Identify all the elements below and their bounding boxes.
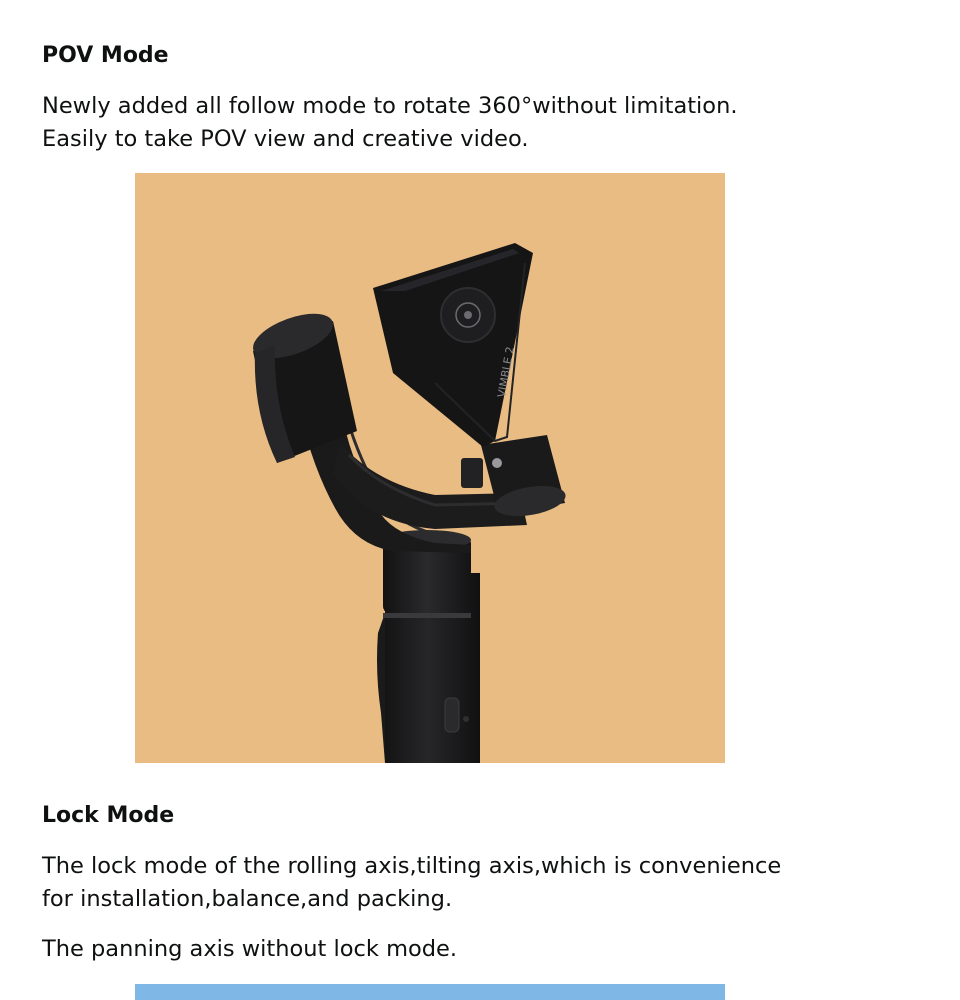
- lock-mode-heading: Lock Mode: [42, 803, 175, 828]
- lock-description-line-1: The lock mode of the rolling axis,tilting axis,which is convenience: [42, 853, 782, 879]
- pov-mode-heading: POV Mode: [42, 43, 169, 68]
- panning-axis-note: The panning axis without lock mode.: [42, 936, 458, 962]
- device-brand-label: VIMBLE 2: [495, 345, 517, 399]
- lock-description-line-2: for installation,balance,and packing.: [42, 886, 453, 912]
- pov-mode-description: [42, 90, 902, 156]
- next-product-image: [135, 984, 725, 1000]
- pov-description-line-1: Newly added all follow mode to rotate 360°without limitation.: [42, 93, 738, 119]
- pov-description-line-2: Easily to take POV view and creative video.: [42, 126, 529, 152]
- lock-mode-description: [42, 850, 902, 916]
- gimbal-phone-clamp: [373, 243, 533, 468]
- gimbal-illustration: [135, 173, 725, 763]
- gimbal-product-image: [135, 173, 725, 763]
- gimbal-handle: [377, 530, 480, 763]
